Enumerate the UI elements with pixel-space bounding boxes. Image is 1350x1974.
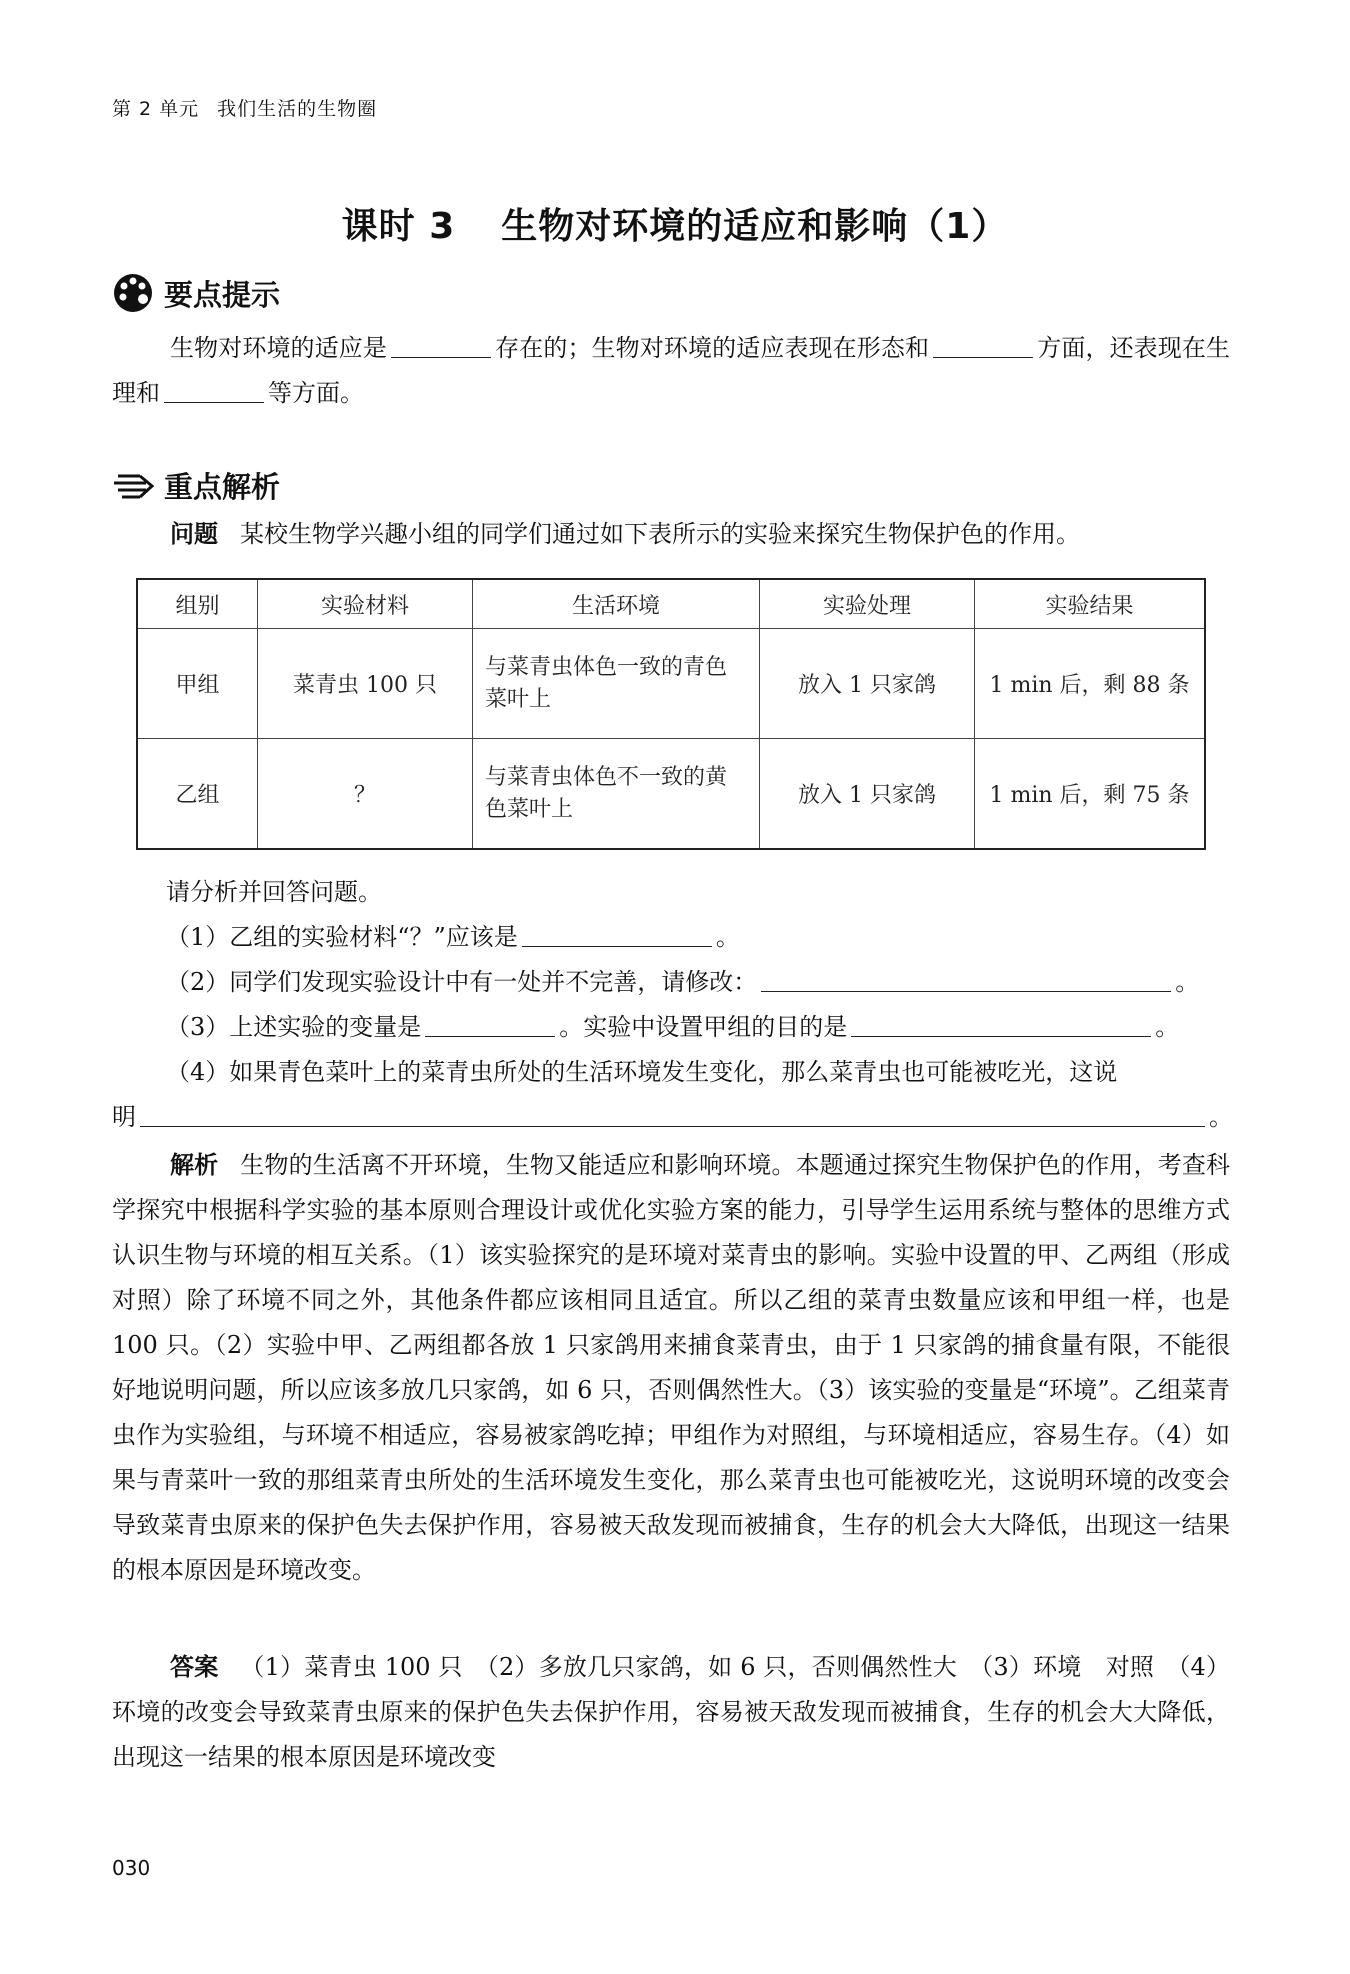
table-cell: 放入 1 只家鸽 [760,629,975,739]
answer-blank[interactable] [851,1014,1151,1037]
end-mark: 。 [1209,1103,1233,1131]
page-number: 030 [112,1856,151,1880]
explanation-paragraph [112,1143,1230,1593]
key-points-text-4: 等方面。 [268,379,364,407]
answer-blank[interactable] [425,1014,555,1037]
sub-question-4: （4）如果青色菜叶上的菜青虫所处的生活环境发生变化，那么菜青虫也可能被吃光，这说 [166,1058,1118,1086]
fill-blank[interactable] [933,335,1033,358]
sub-question-3-text-b: 。实验中设置甲组的目的是 [559,1013,848,1041]
key-points-text-2: 存在的；生物对环境的适应表现在形态和 [495,334,930,362]
sub-question-2-text: （2）同学们发现实验设计中有一处并不完善，请修改： [166,968,758,996]
key-points-text [112,326,1230,416]
question-text: 某校生物学兴趣小组的同学们通过如下表所示的实验来探究生物保护色的作用。 [240,520,1080,548]
question-label: 问题 [170,520,218,548]
sub-question-1-text: （1）乙组的实验材料“？”应该是 [166,923,518,951]
sub-question-1 [166,915,740,960]
experiment-table [136,578,1206,850]
key-points-text-3: 方面，还表现在生理和 [112,334,1231,407]
end-mark: 。 [1175,968,1200,996]
table-cell: 放入 1 只家鸽 [760,739,975,850]
sub-question-2 [166,960,1199,1005]
table-cell: 甲组 [137,629,258,739]
explanation-text: 生物的生活离不开环境，生物又能适应和影响环境。本题通过探究生物保护色的作用，考查科学探究中根据科学实验的基本原则合理设计或优化实验方案的能力，引导学生运用系统与整体的思维方式认识生物与环境的相互关系。（1）该实验探究的是环境对菜青虫的影响。实验中设置的甲、乙两组（形成对照）除了环境不同之外，其他条件都应该相同且适宜。所以乙组的菜青虫数量应该和甲组一样，也是 100 只。（2）实验中甲、乙两组都各放 1 只家鸽用来捕食菜青虫，由于 1 只家鸽的捕食量有限，不能很好地说明问题，所以应该多放几只家鸽，如 6 只，否则偶然性大。（3）该实验的变量是“环境”。乙组菜青虫作为实验组，与环境不相适应，容易被家鸽吃掉；甲组作为对照组，与环境相适应，容易生存。（4）如果与青菜叶一致的那组菜青虫所处的生活环境发生变化，那么菜青虫也可能被吃光，这说明环境的改变会导致菜青虫原来的保护色失去保护作用，容易被天敌发现而被捕食，生存的机会大大降低，出现这一结果的根本原因是环境改变。 [112,1151,1231,1584]
table-header-row [137,579,1205,629]
lesson-name: 生物对环境的适应和影响（1） [501,206,1009,247]
table-row [137,739,1205,850]
table-header-cell: 生活环境 [473,579,760,629]
sub-question-4-continued [112,1095,1233,1140]
answer-blank[interactable] [522,924,712,947]
key-points-heading-text: 要点提示 [164,277,281,312]
table-header-cell: 实验处理 [760,579,975,629]
table-header-cell: 实验材料 [258,579,473,629]
palette-icon [112,272,154,314]
table-cell: 菜青虫 100 只 [258,629,473,739]
table-cell: 与菜青虫体色不一致的黄色菜叶上 [473,739,760,850]
page-header [112,94,377,121]
sub-question-4-text-b: 明 [112,1103,136,1131]
lesson-number: 课时 3 [341,206,456,247]
key-points-text-1: 生物对环境的适应是 [170,334,387,362]
sub-question-3 [166,1005,1179,1050]
answer-text: （1）菜青虫 100 只 （2）多放几只家鸽，如 6 只，否则偶然性大 （3）环境 对照 （4）环境的改变会导致菜青虫原来的保护色失去保护作用，容易被天敌发现而被捕食，生存的机会大大降低，出现这一结果的根本原因是环境改变 [112,1653,1231,1771]
sub-question-3-text-a: （3）上述实验的变量是 [166,1013,422,1041]
question-line [170,512,1230,557]
table-row [137,629,1205,739]
table-cell: 1 min 后，剩 75 条 [975,739,1206,850]
analysis-heading-text: 重点解析 [164,469,281,504]
table-cell: 乙组 [137,739,258,850]
table-cell: 1 min 后，剩 88 条 [975,629,1206,739]
lesson-title [0,198,1350,249]
end-mark: 。 [1155,1013,1180,1041]
unit-label: 第 2 单元 [112,98,200,120]
answer-blank[interactable] [761,969,1171,992]
table-cell: ？ [258,739,473,850]
table-header-cell: 实验结果 [975,579,1206,629]
answer-blank[interactable] [140,1104,1205,1127]
fill-blank[interactable] [391,335,491,358]
lines-arrow-icon [112,464,154,506]
table-cell: 与菜青虫体色一致的青色菜叶上 [473,629,760,739]
sub-question-intro: 请分析并回答问题。 [166,878,382,906]
end-mark: 。 [715,923,740,951]
answer-paragraph [112,1645,1230,1780]
answer-label: 答案 [170,1653,219,1681]
fill-blank[interactable] [164,380,264,403]
table-header-cell: 组别 [137,579,258,629]
analysis-heading [112,464,280,506]
unit-title: 我们生活的生物圈 [217,98,378,120]
explanation-label: 解析 [170,1151,219,1179]
key-points-heading [112,272,280,314]
